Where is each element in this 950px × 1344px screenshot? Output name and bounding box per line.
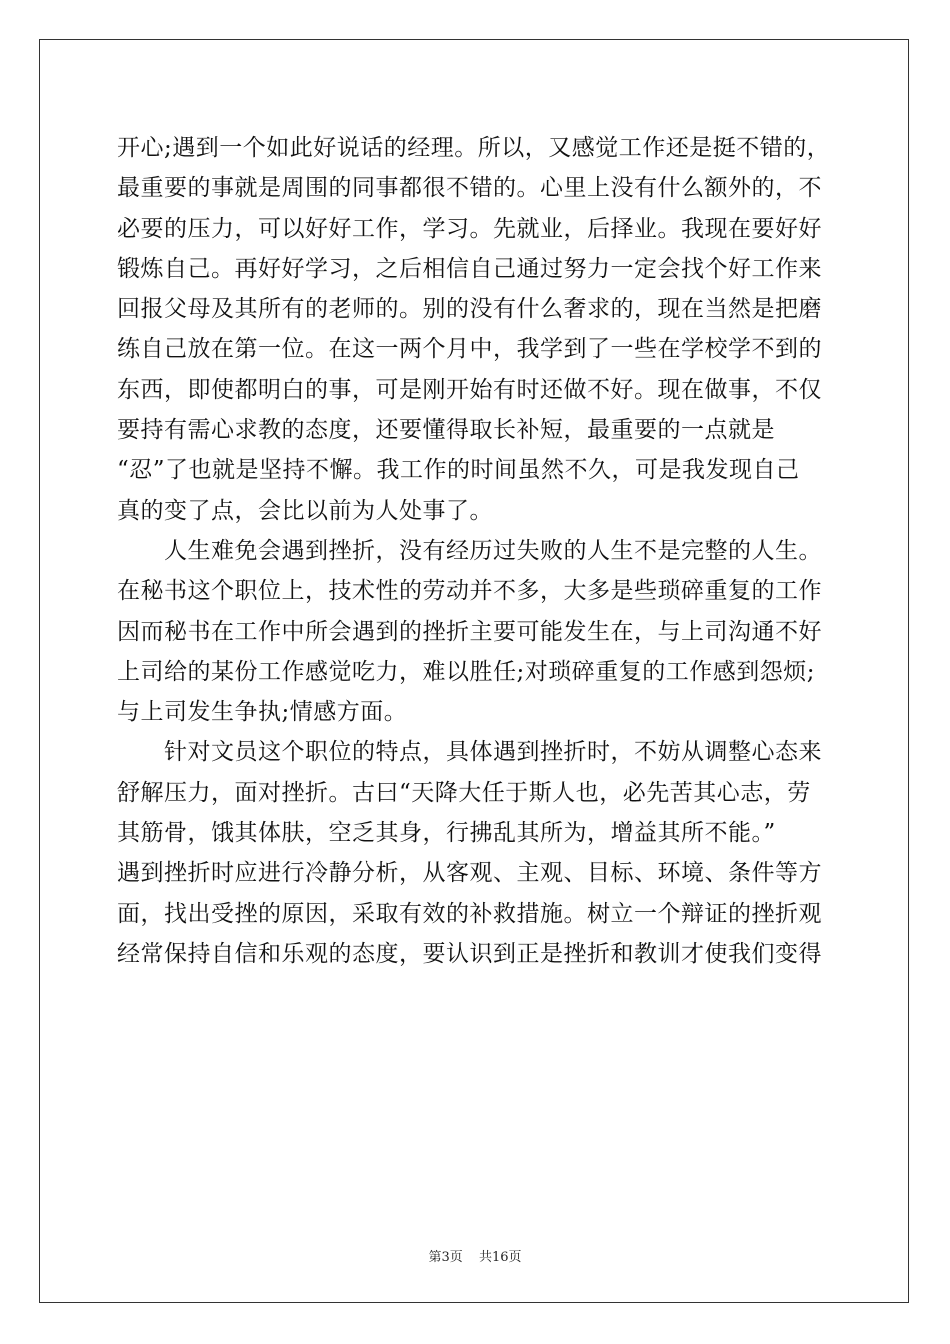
text-line: 要持有需心求教的态度，还要懂得取长补短，最重要的一点就是 (117, 417, 775, 444)
text-line: 真的变了点，会比以前为人处事了。 (117, 497, 493, 524)
text-line: 遇到挫折时应进行冷静分析，从客观、主观、目标、环境、条件等方 (117, 860, 822, 887)
text-line: 针对文员这个职位的特点，具体遇到挫折时，不妨从调整心态来 (117, 739, 822, 766)
text-line: 东西，即使都明白的事，可是刚开始有时还做不好。现在做事，不仅 (117, 376, 822, 403)
text-line: 开心;遇到一个如此好说话的经理。所以，又感觉工作还是挺不错的， (117, 135, 831, 161)
text-line: 面，找出受挫的原因，采取有效的补救措施。树立一个辩证的挫折观 (117, 900, 822, 927)
text-line: 锻炼自己。再好好学习，之后相信自己通过努力一定会找个好工作来 (117, 255, 822, 282)
text-line: 回报父母及其所有的老师的。别的没有什么奢求的，现在当然是把磨 (117, 296, 822, 323)
page-number-current: 第3页 (428, 1250, 463, 1265)
text-line: “忍”了也就是坚持不懈。我工作的时间虽然不久，可是我发现自己 (117, 457, 800, 484)
text-line: 因而秘书在工作中所会遇到的挫折主要可能发生在，与上司沟通不好 (117, 618, 822, 645)
text-line: 上司给的某份工作感觉吃力，难以胜任;对琐碎重复的工作感到怨烦; (117, 658, 815, 685)
text-line: 人生难免会遇到挫折，没有经历过失败的人生不是完整的人生。 (117, 537, 822, 564)
text-line: 舒解压力，面对挫折。古曰“天降大任于斯人也，必先苦其心志，劳 (117, 779, 811, 806)
text-line: 最重要的事就是周围的同事都很不错的。心里上没有什么额外的，不 (117, 175, 822, 202)
page-number-total: 共16页 (478, 1250, 522, 1265)
text-line: 经常保持自信和乐观的态度，要认识到正是挫折和教训才使我们变得 (117, 940, 822, 967)
text-line: 练自己放在第一位。在这一两个月中，我学到了一些在学校学不到的 (117, 336, 822, 363)
document-body (117, 128, 837, 974)
text-line: 必要的压力，可以好好工作，学习。先就业，后择业。我现在要好好 (117, 215, 822, 242)
text-line: 与上司发生争执;情感方面。 (117, 699, 408, 726)
text-line: 其筋骨，饿其体肤，空乏其身，行拂乱其所为，增益其所不能。” (117, 820, 776, 847)
page-footer (0, 1246, 950, 1265)
text-line: 在秘书这个职位上，技术性的劳动并不多，大多是些琐碎重复的工作 (117, 578, 822, 605)
